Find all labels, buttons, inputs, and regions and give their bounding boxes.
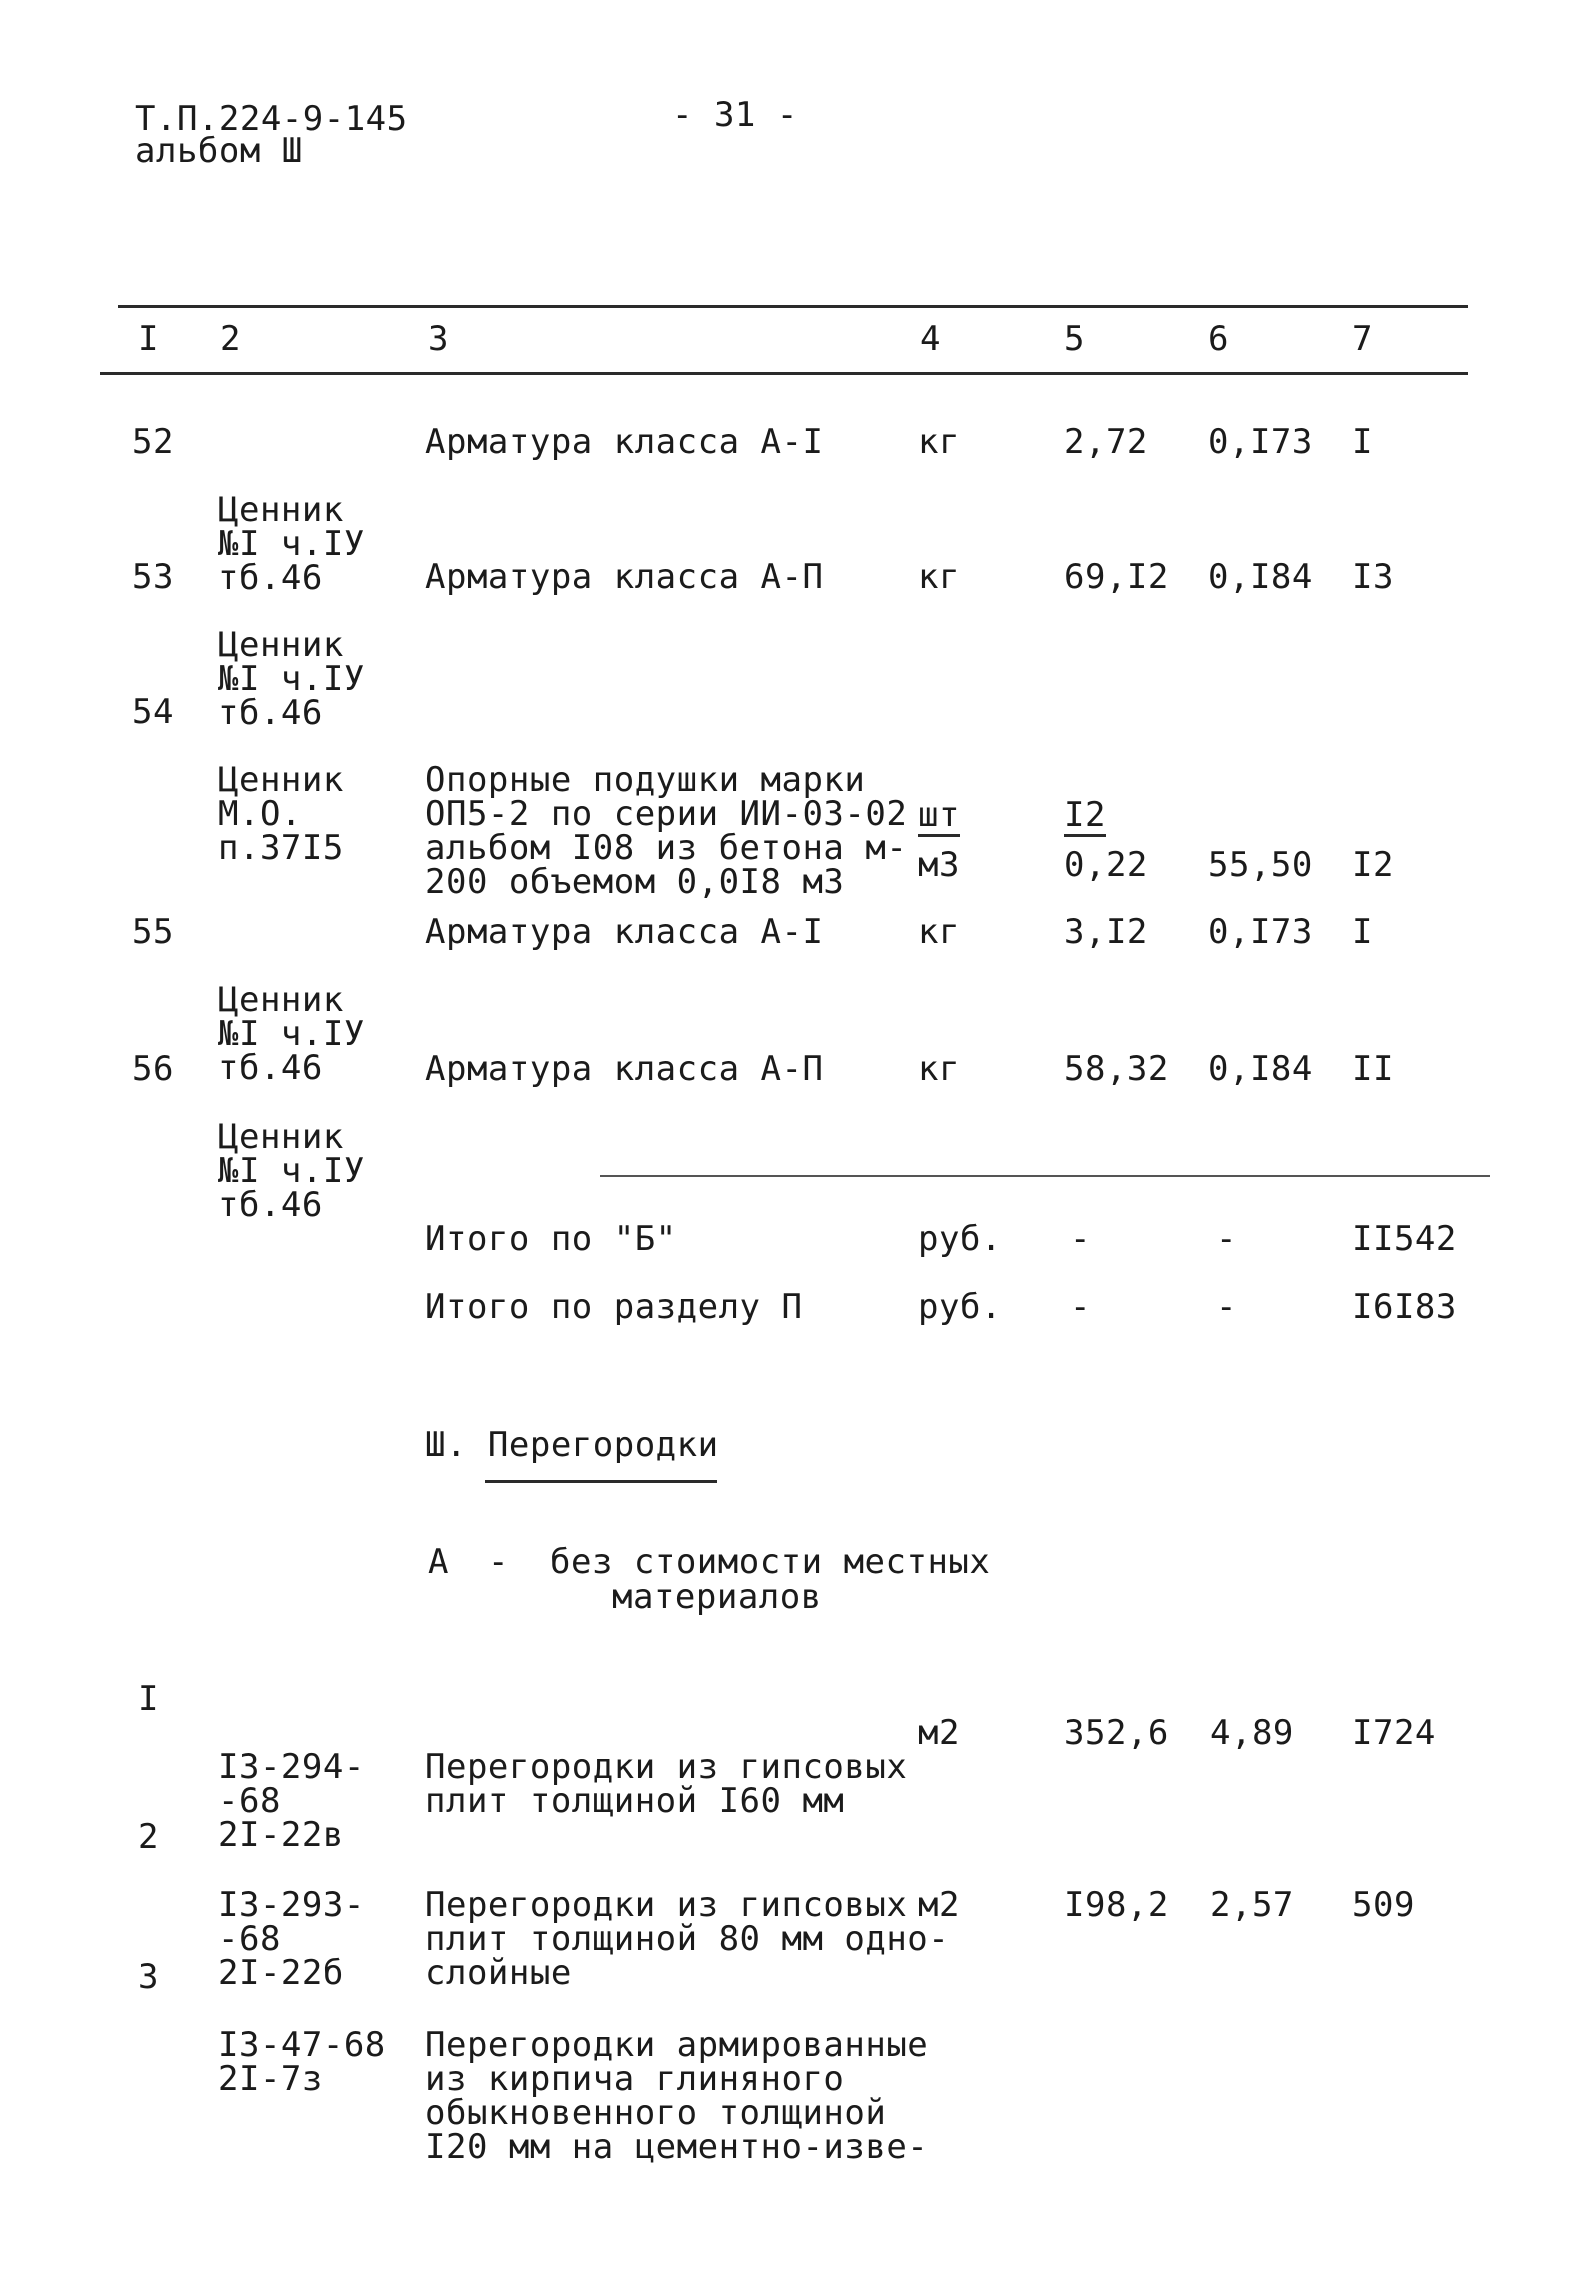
- subsection-dash: -: [488, 1542, 509, 1582]
- header-top-rule: [118, 305, 1468, 308]
- row-total: II: [1352, 1049, 1394, 1089]
- total-price: -: [1216, 1219, 1237, 1259]
- row-quantity: 2,72: [1064, 422, 1148, 462]
- row-unit-price: 0,I73: [1208, 912, 1313, 952]
- price-reference: I3-294- -68 2I-22в: [218, 1747, 365, 1855]
- row-number: 55: [132, 912, 174, 952]
- total-label: Итого по "Б": [425, 1219, 677, 1259]
- row-number: 56: [132, 1049, 174, 1089]
- row-quantity: I2: [1064, 795, 1106, 835]
- header-bottom-rule: [100, 372, 1468, 375]
- row-quantity-secondary: 0,22: [1064, 845, 1148, 885]
- row-quantity: I98,2: [1064, 1885, 1169, 1925]
- row-total: I: [1352, 912, 1373, 952]
- col-header-5: 5: [1064, 319, 1085, 359]
- row-unit: шт: [918, 795, 960, 835]
- col-header-1: I: [138, 319, 159, 359]
- row-total: I2: [1352, 845, 1394, 885]
- col-header-3: 3: [428, 319, 449, 359]
- subsection-title-cont: материалов: [612, 1577, 822, 1617]
- price-reference: Ценник М.О. п.37I5: [218, 760, 344, 868]
- row-unit: кг: [918, 912, 960, 952]
- total-unit: руб.: [918, 1219, 1002, 1259]
- section-title-underline: [485, 1480, 717, 1483]
- row-number: 54: [132, 692, 174, 732]
- row-description: Арматура класса А-П: [425, 557, 824, 597]
- row-quantity: 3,I2: [1064, 912, 1148, 952]
- row-unit-price: 55,50: [1208, 845, 1313, 885]
- total-value: I6I83: [1352, 1287, 1457, 1327]
- row-number: 52: [132, 422, 174, 462]
- album-label: альбом Ш: [135, 131, 303, 171]
- total-value: II542: [1352, 1219, 1457, 1259]
- total-quantity: -: [1070, 1219, 1091, 1259]
- row-total: I3: [1352, 557, 1394, 597]
- subsection-title: без стоимости местных: [550, 1542, 991, 1582]
- row-total: I: [1352, 422, 1373, 462]
- row-unit-price: 2,57: [1210, 1885, 1294, 1925]
- col-header-4: 4: [920, 319, 941, 359]
- row-unit: м2: [918, 1713, 960, 1753]
- row-description: Перегородки армированные из кирпича глиняного обыкновенного толщиной I20 мм на цементно-изве-: [425, 2025, 929, 2167]
- row-unit-price: 0,I84: [1208, 1049, 1313, 1089]
- row-unit-price: 0,I84: [1208, 557, 1313, 597]
- row-number: 53: [132, 557, 174, 597]
- col-header-7: 7: [1352, 319, 1373, 359]
- row-number: 2: [138, 1817, 159, 1857]
- subsection-letter: А: [428, 1542, 449, 1582]
- row-description: Опорные подушки марки ОП5-2 по серии ИИ-03-02 альбом I08 из бетона м- 200 объемом 0,0I8 м3: [425, 760, 908, 902]
- price-reference: Ценник №I ч.IУ тб.46: [218, 625, 365, 733]
- row-description: Перегородки из гипсовых плит толщиной 80 мм одно- слойные: [425, 1885, 950, 1993]
- row-description: Арматура класса А-I: [425, 422, 824, 462]
- total-price: -: [1216, 1287, 1237, 1327]
- price-reference: Ценник №I ч.IУ тб.46: [218, 1117, 365, 1225]
- totals-rule: [600, 1175, 1490, 1177]
- col-header-2: 2: [220, 319, 241, 359]
- total-label: Итого по разделу П: [425, 1287, 803, 1327]
- row-quantity: 69,I2: [1064, 557, 1169, 597]
- row-number: 3: [138, 1957, 159, 1997]
- section-title: Ш. Перегородки: [425, 1425, 719, 1465]
- total-unit: руб.: [918, 1287, 1002, 1327]
- col-header-6: 6: [1208, 319, 1229, 359]
- row-unit: кг: [918, 557, 960, 597]
- doc-code: Т.П.224-9-145: [135, 99, 408, 139]
- price-reference: Ценник №I ч.IУ тб.46: [218, 490, 365, 598]
- page-number: - 31 -: [672, 95, 798, 135]
- row-number: I: [138, 1679, 159, 1719]
- row-total: I724: [1352, 1713, 1436, 1753]
- row-unit-secondary: м3: [918, 845, 960, 885]
- row-description: Арматура класса А-I: [425, 912, 824, 952]
- row-quantity: 58,32: [1064, 1049, 1169, 1089]
- row-unit: кг: [918, 1049, 960, 1089]
- row-total: 509: [1352, 1885, 1415, 1925]
- row-description: Перегородки из гипсовых плит толщиной I60 мм: [425, 1747, 908, 1821]
- row-unit: м2: [918, 1885, 960, 1925]
- price-reference: I3-293- -68 2I-22б: [218, 1885, 365, 1993]
- price-reference: Ценник №I ч.IУ тб.46: [218, 980, 365, 1088]
- row-quantity: 352,6: [1064, 1713, 1169, 1753]
- row-unit-price: 4,89: [1210, 1713, 1294, 1753]
- price-reference: I3-47-68 2I-7з: [218, 2025, 386, 2099]
- row-description: Арматура класса А-П: [425, 1049, 824, 1089]
- row-unit-price: 0,I73: [1208, 422, 1313, 462]
- row-unit: кг: [918, 422, 960, 462]
- total-quantity: -: [1070, 1287, 1091, 1327]
